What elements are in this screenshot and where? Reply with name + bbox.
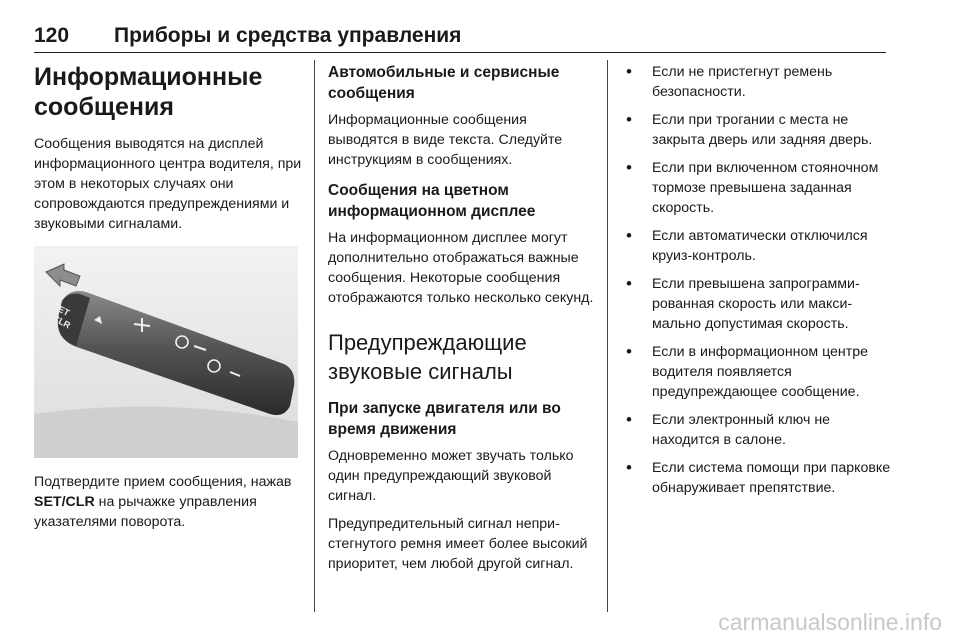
column-divider bbox=[607, 60, 608, 612]
warning-conditions-list bbox=[622, 62, 894, 498]
section-heading-info-messages: Информационные сообщения bbox=[34, 63, 263, 121]
list-item: • Если система помощи при парковке обнаруживает препятствие. bbox=[622, 458, 894, 498]
intro-paragraph: Сообщения выводятся на дисплей информационного центра водителя, при этом в некоторых случаях они сопровождаются предупреждениями и звуковыми сигналами. bbox=[34, 136, 302, 232]
list-item: • Если электронный ключ не находится в салоне. bbox=[622, 410, 894, 450]
list-item: • Если не пристегнут ремень безопасности. bbox=[622, 62, 894, 102]
lever-label-clr: CLR bbox=[51, 312, 73, 331]
caption-text-end: на рычажке управления указателями поворота. bbox=[34, 494, 257, 530]
column-middle bbox=[328, 62, 596, 582]
page-header bbox=[34, 22, 886, 53]
watermark-text: carmanualsonline.info bbox=[718, 609, 942, 635]
figure-caption bbox=[34, 472, 302, 532]
subheading-vehicle-messages: Автомобильные и сервисные сообщения bbox=[328, 64, 560, 102]
page-number: 120 bbox=[34, 24, 70, 47]
section-heading-warning-chimes: Предупреждающие звуковые сигналы bbox=[328, 330, 527, 384]
list-item: • Если при включенном стояночном тормозе превышена заданная скорость. bbox=[622, 158, 894, 218]
caption-text-start: Подтвердите прием сообщения, нажав bbox=[34, 474, 292, 490]
list-item: • Если автоматически отключился круиз-контроль. bbox=[622, 226, 894, 266]
caption-key-label: SET/CLR bbox=[34, 494, 95, 510]
lever-label-set: SET bbox=[51, 300, 72, 318]
lever-illustration bbox=[34, 246, 298, 458]
paragraph-seatbelt-priority: Предупредительный сигнал непристегнутого ремня имеет более высокий приоритет, чем любой другой сигнал. bbox=[328, 516, 588, 572]
paragraph-single-chime: Одновременно может звучать только один предупреждающий звуковой сигнал. bbox=[328, 448, 574, 504]
list-item: • Если превышена запрограммированная скорость или максимально допустимая скорость. bbox=[622, 274, 894, 334]
subheading-engine-start: При запуске двигателя или во время движения bbox=[328, 400, 561, 438]
list-item: • Если в информационном центре водителя появляется предупреждающее сообщение. bbox=[622, 342, 894, 402]
list-item: • Если при трогании с места не закрыта дверь или задняя дверь. bbox=[622, 110, 894, 150]
paragraph-color-display: На информационном дисплее могут дополнительно отображаться важные сообщения. Некоторые сообщения отображаются только несколько секунд. bbox=[328, 230, 594, 306]
column-left bbox=[34, 62, 302, 540]
column-right bbox=[622, 62, 894, 506]
page-title: Приборы и средства управления bbox=[114, 24, 462, 47]
paragraph-vehicle-messages: Информационные сообщения выводятся в виде текста. Следуйте инструкциям в сообщениях. bbox=[328, 112, 563, 168]
column-divider bbox=[314, 60, 315, 612]
subheading-color-display: Сообщения на цветном информационном дисплее bbox=[328, 182, 536, 220]
